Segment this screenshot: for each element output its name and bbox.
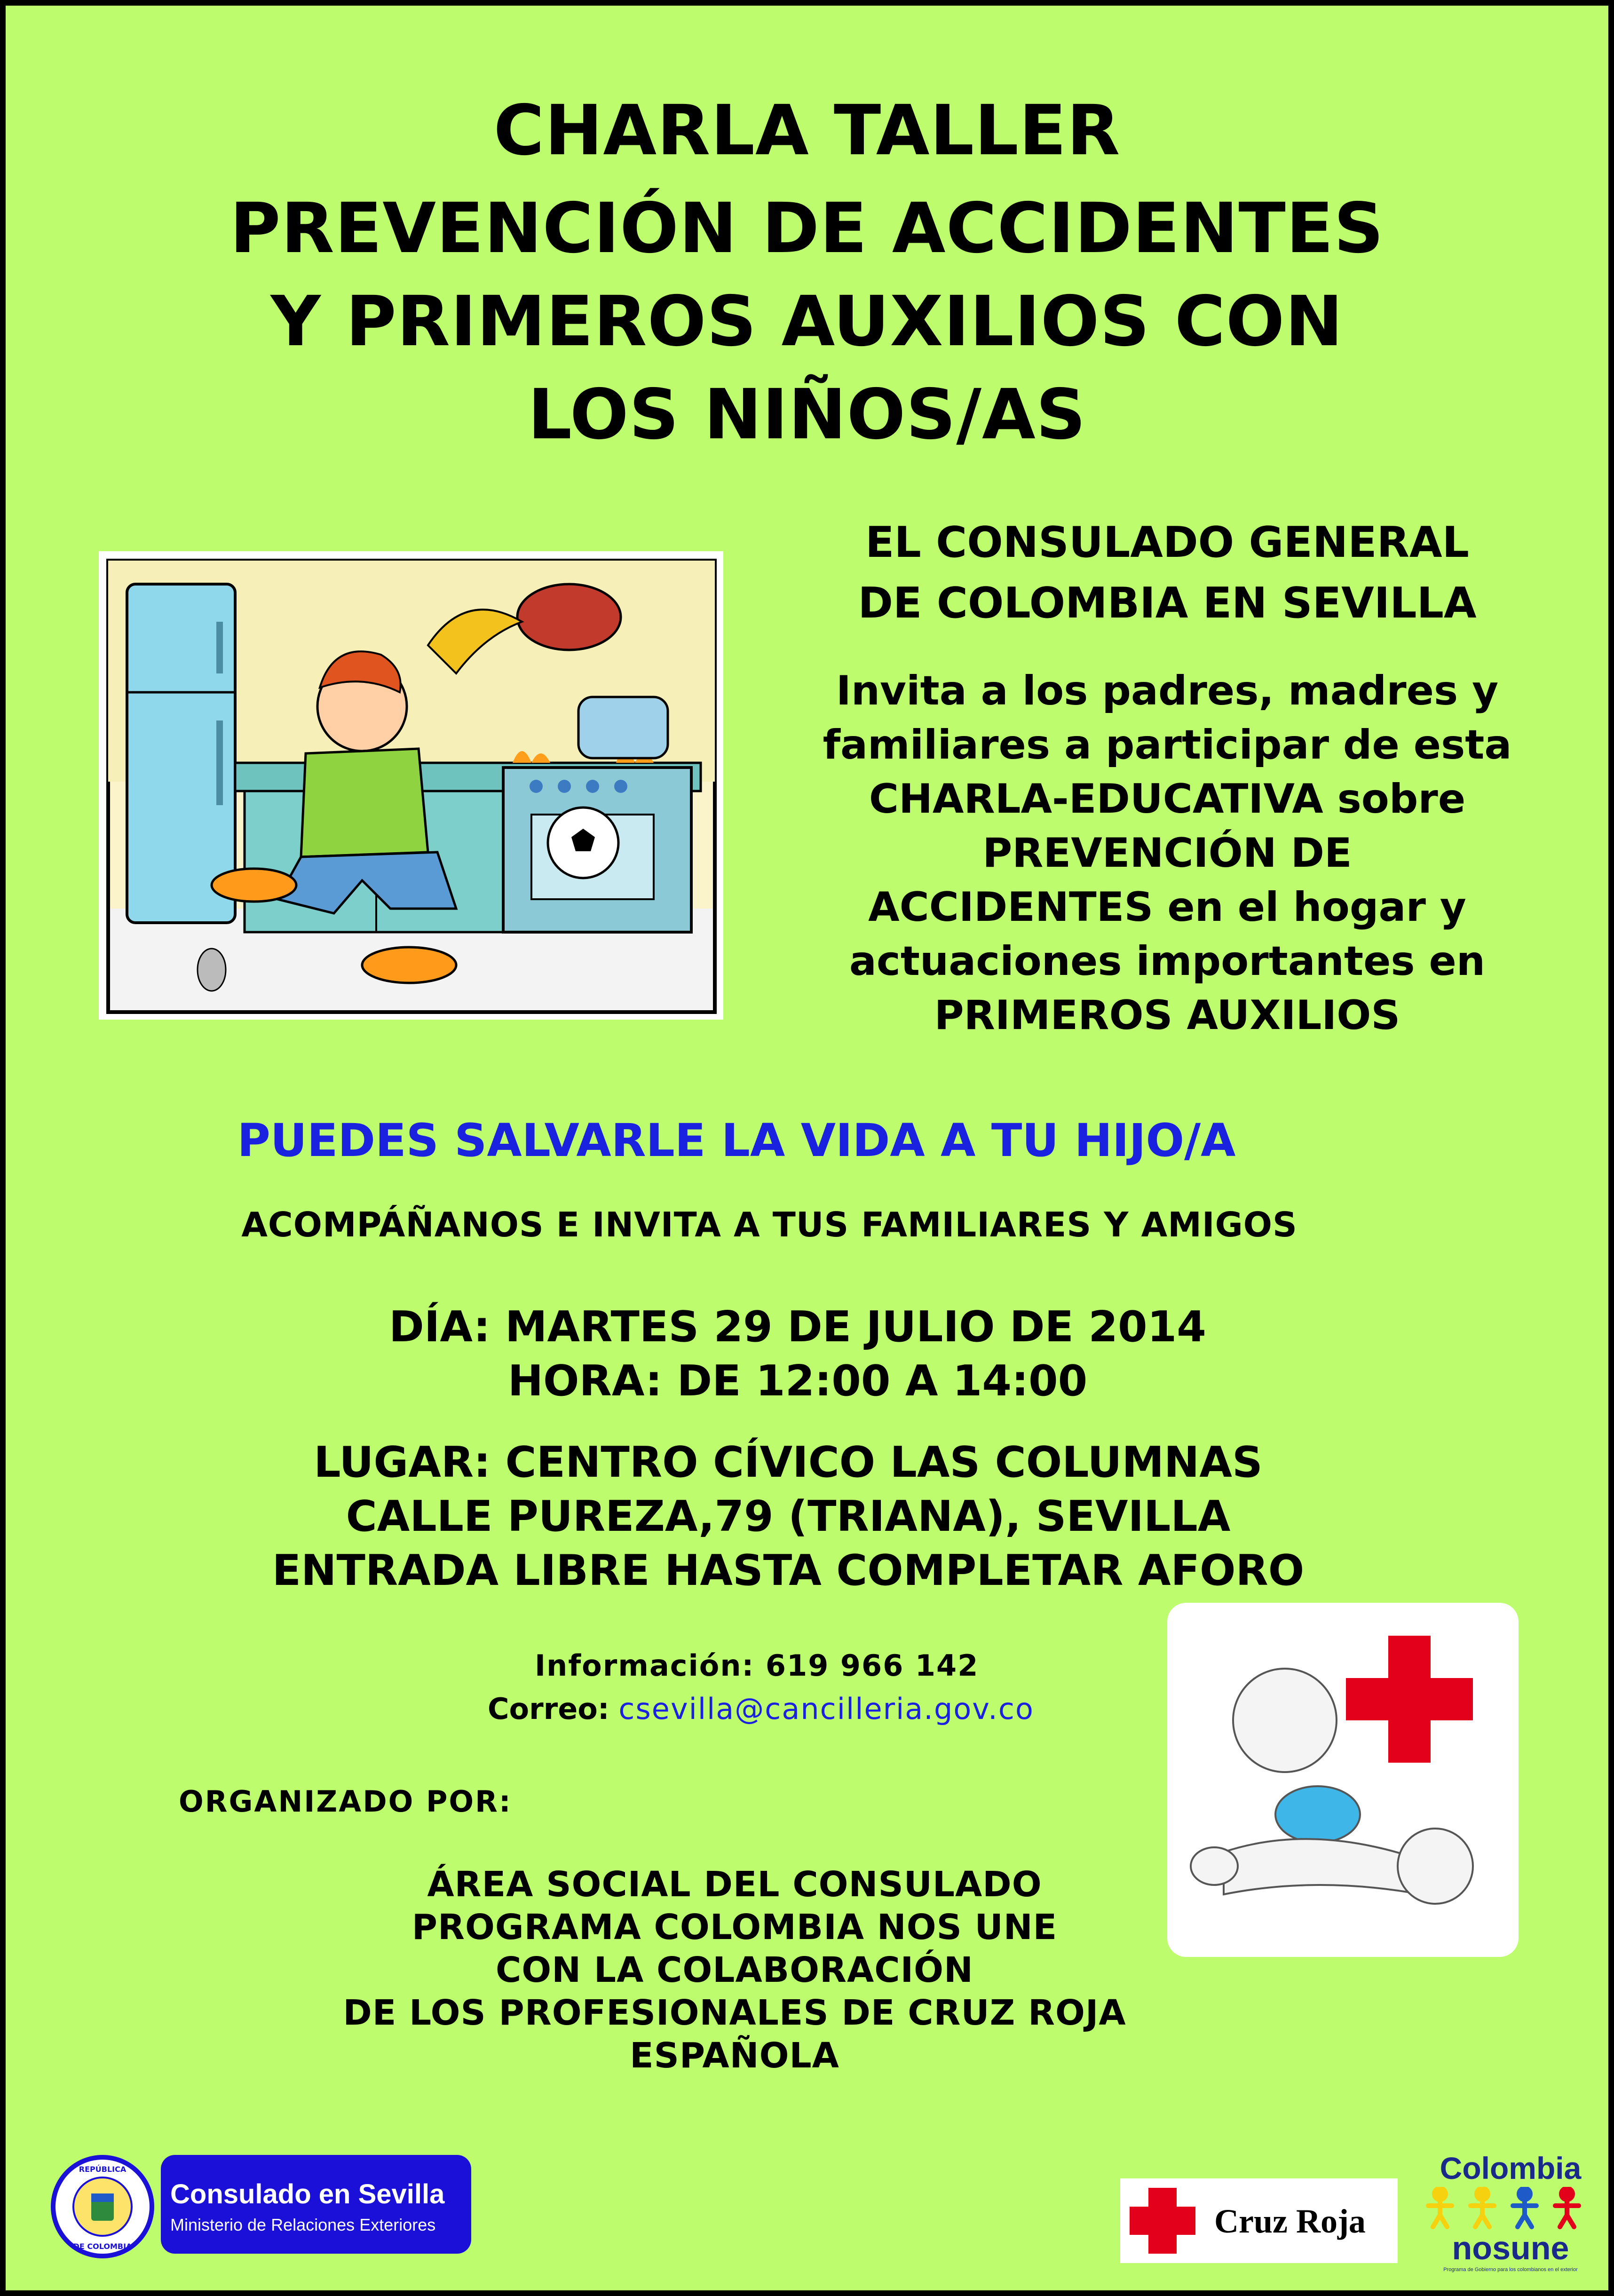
kitchen-accident-illustration-svg <box>99 551 723 1020</box>
invite-line-2: familiares a participar de esta <box>823 721 1512 768</box>
poster <box>3 3 1611 2293</box>
first-aid-cpr-illustration <box>1167 1603 1519 1957</box>
invite-line-3 <box>725 776 1609 823</box>
crest-top-text: REPÚBLICA <box>79 2165 127 2174</box>
invite-line-5 <box>725 884 1609 931</box>
organizer-line-1: ÁREA SOCIAL DEL CONSULADO <box>427 1864 1042 1905</box>
kitchen-accident-illustration <box>99 551 723 1020</box>
colombia-coat-of-arms-icon <box>51 2155 154 2258</box>
invite-line-5-bold: ACCIDENTES <box>868 884 1154 931</box>
contact-info: Información: 619 966 142 <box>535 1648 979 1683</box>
invite-line-4: PREVENCIÓN DE <box>982 830 1352 877</box>
invite-line-7: PRIMEROS AUXILIOS <box>934 992 1400 1039</box>
invite-line-6: actuaciones importantes en <box>849 938 1486 985</box>
organizer-line-3: CON LA COLABORACIÓN <box>496 1950 973 1990</box>
organizer-line-5: ESPAÑOLA <box>630 2035 839 2076</box>
cnu-logo-tagline: Programa de Gobierno para los colombianos en el exterior <box>1443 2267 1578 2272</box>
contact-mail-row <box>488 1692 1034 1726</box>
colombia-nos-une-logo <box>1426 2150 1595 2277</box>
location-line-1: LUGAR: CENTRO CÍVICO LAS COLUMNAS <box>314 1438 1263 1487</box>
consulado-logo <box>161 2155 471 2254</box>
cnu-logo-top: Colombia <box>1440 2151 1582 2185</box>
crest-bottom-text: DE COLOMBIA <box>73 2242 132 2251</box>
crest-svg <box>51 2155 154 2258</box>
consulado-logo-title: Consulado en Sevilla <box>170 2179 445 2209</box>
contact-mail-label: Correo: <box>488 1692 609 1726</box>
event-time: HORA: DE 12:00 A 14:00 <box>507 1356 1088 1406</box>
title-line-1: CHARLA TALLER <box>493 90 1121 171</box>
location-line-3: ENTRADA LIBRE HASTA COMPLETAR AFORO <box>272 1546 1305 1595</box>
invite-line-3-rest: sobre <box>1323 776 1466 823</box>
accompany-text: ACOMPÁÑANOS E INVITA A TUS FAMILIARES Y AMIGOS <box>241 1205 1298 1244</box>
children-figures-icon <box>1426 2187 1595 2229</box>
organized-label: ORGANIZADO POR: <box>179 1784 512 1819</box>
host-line-2: DE COLOMBIA EN SEVILLA <box>858 578 1477 628</box>
invite-line-3-bold: CHARLA-EDUCATIVA <box>869 776 1323 823</box>
contact-mail-link[interactable]: csevilla@cancilleria.gov.co <box>618 1692 1034 1726</box>
consulado-logo-subtitle: Ministerio de Relaciones Exteriores <box>170 2215 436 2234</box>
slogan: PUEDES SALVARLE LA VIDA A TU HIJO/A <box>237 1114 1236 1167</box>
cruz-roja-logo-text: Cruz Roja <box>1214 2202 1366 2240</box>
event-day: DÍA: MARTES 29 DE JULIO DE 2014 <box>389 1302 1206 1352</box>
host-line-1: EL CONSULADO GENERAL <box>865 518 1469 567</box>
red-cross-icon <box>1120 2178 1205 2263</box>
invite-line-5-rest: en el hogar y <box>1153 884 1466 931</box>
invite-line-1: Invita a los padres, madres y <box>836 667 1499 714</box>
title-line-3: Y PRIMEROS AUXILIOS CON <box>270 281 1344 362</box>
title-line-4: LOS NIÑOS/AS <box>528 374 1086 455</box>
location-line-2: CALLE PUREZA,79 (TRIANA), SEVILLA <box>346 1492 1231 1541</box>
organizer-line-2: PROGRAMA COLOMBIA NOS UNE <box>411 1907 1058 1948</box>
organizer-line-4: DE LOS PROFESIONALES DE CRUZ ROJA <box>343 1993 1126 2033</box>
cnu-logo-bottom: nosune <box>1452 2230 1569 2266</box>
first-aid-cpr-svg <box>1167 1603 1519 1957</box>
cruz-roja-logo <box>1120 2178 1398 2263</box>
title-line-2: PREVENCIÓN DE ACCIDENTES <box>229 188 1385 269</box>
